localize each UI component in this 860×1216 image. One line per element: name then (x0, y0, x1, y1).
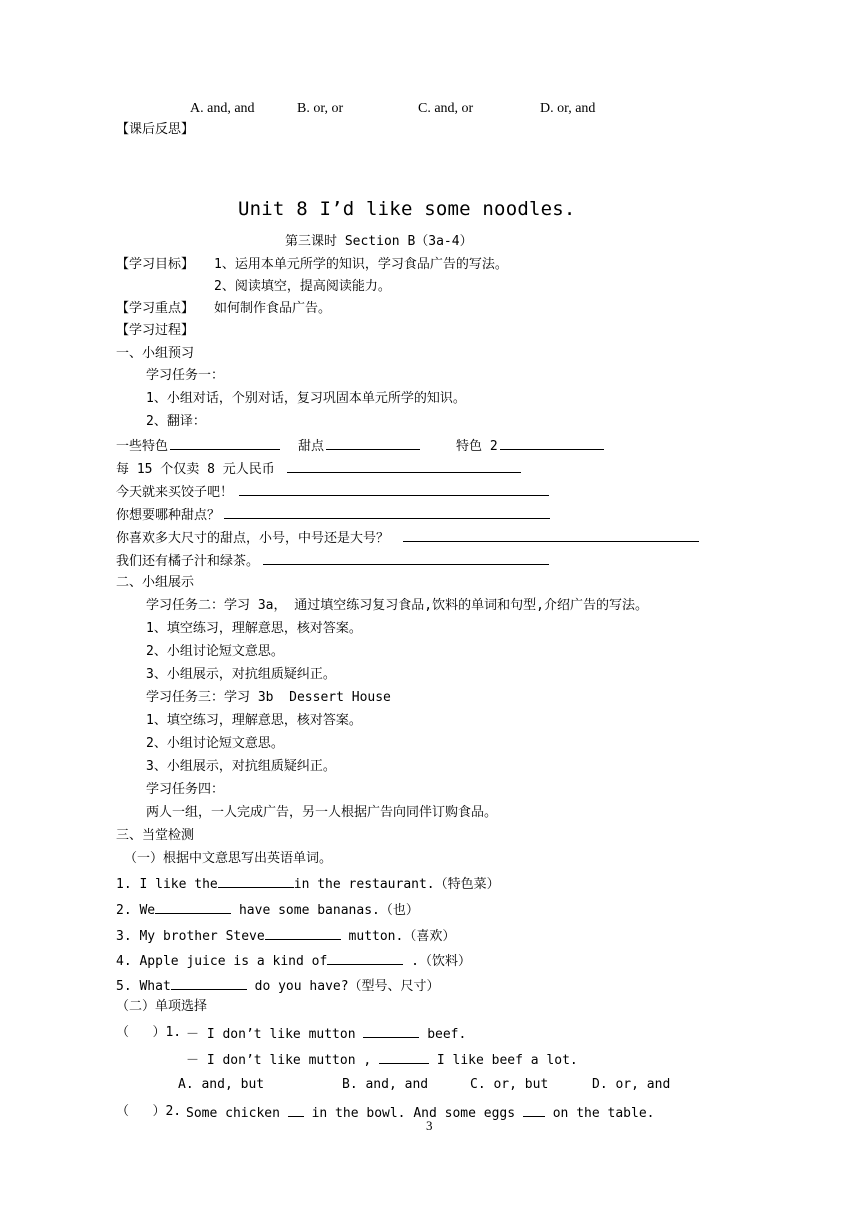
reflection-label: 【课后反思】 (116, 122, 195, 137)
option-a: A. and, and (190, 101, 255, 116)
task3-step3: 3、小组展示，对抗组质疑纠正。 (146, 759, 336, 774)
question-5: 5. What do you have?（型号、尺寸） (116, 976, 440, 996)
task3-step1: 1、填空练习，理解意思，核对答案。 (146, 713, 362, 728)
task4-label: 学习任务四： (146, 782, 225, 797)
mc1-line2: － I don’t like mutton , I like beef a lot. (186, 1050, 578, 1070)
part1-heading: 一、小组预习 (116, 346, 195, 361)
answer-blank[interactable] (327, 951, 403, 965)
translate-3: 特色 2 (456, 436, 604, 456)
mc1-option-a: A. and, but (178, 1077, 265, 1092)
answer-blank[interactable] (170, 436, 280, 450)
answer-blank[interactable] (363, 1024, 419, 1038)
answer-blank[interactable] (239, 482, 549, 496)
translate-4: 每 15 个仅卖 8 元人民币 (116, 459, 521, 479)
task2-text: 学习任务二：学习 3a， 通过填空练习复习食品,饮料的单词和句型,介绍广告的写法。 (146, 598, 648, 613)
focus-label: 【学习重点】 (116, 301, 195, 316)
option-c: C. and, or (418, 101, 474, 116)
answer-blank[interactable] (224, 505, 550, 519)
goal-item-2: 2、阅读填空，提高阅读能力。 (214, 279, 391, 294)
mc1-line1: － I don’t like mutton beef. (186, 1024, 466, 1044)
goals-label: 【学习目标】 (116, 257, 195, 272)
section2-heading: （二）单项选择 (116, 999, 208, 1014)
translate-7: 你喜欢多大尺寸的甜点，小号，中号还是大号？ (116, 528, 699, 548)
option-b: B. or, or (297, 101, 344, 116)
translate-5: 今天就来买饺子吧！ (116, 482, 549, 502)
process-label: 【学习过程】 (116, 323, 195, 338)
answer-blank[interactable] (218, 874, 294, 888)
section1-heading: （一）根据中文意思写出英语单词。 (124, 851, 333, 866)
question-3: 3. My brother Steve mutton.（喜欢） (116, 926, 455, 946)
question-1: 1. I like the in the restaurant.（特色菜） (116, 874, 500, 894)
task2-step2: 2、小组讨论短文意思。 (146, 644, 284, 659)
answer-blank[interactable] (500, 436, 604, 450)
answer-blank[interactable] (265, 926, 341, 940)
question-2: 2. We have some bananas.（也） (116, 900, 419, 920)
answer-blank[interactable] (523, 1103, 545, 1117)
mc1-number: （ ）1. (116, 1025, 182, 1040)
translate-6: 你想要哪种甜点？ (116, 505, 550, 525)
task1-label: 学习任务一： (146, 368, 225, 383)
question-4: 4. Apple juice is a kind of .（饮料） (116, 951, 471, 971)
mc1-option-d: D. or, and (592, 1077, 671, 1092)
answer-blank[interactable] (379, 1050, 429, 1064)
mc2-question: Some chicken in the bowl. And some eggs on the table. (186, 1103, 654, 1123)
lesson-subtitle: 第三课时 Section B（3a-4） (285, 234, 473, 249)
task3-step2: 2、小组讨论短文意思。 (146, 736, 284, 751)
answer-blank[interactable] (263, 551, 549, 565)
task4-text: 两人一组，一人完成广告，另一人根据广告向同伴订购食品。 (146, 805, 498, 820)
goal-item-1: 1、运用本单元所学的知识，学习食品广告的写法。 (214, 257, 508, 272)
focus-text: 如何制作食品广告。 (214, 301, 332, 316)
answer-blank[interactable] (155, 900, 231, 914)
task2-step1: 1、填空练习，理解意思，核对答案。 (146, 621, 362, 636)
task1-step2: 2、翻译： (146, 414, 206, 429)
answer-blank[interactable] (403, 528, 699, 542)
translate-2: 甜点 (298, 436, 420, 456)
option-d: D. or, and (540, 101, 596, 116)
answer-blank[interactable] (171, 976, 247, 990)
translate-8: 我们还有橘子汁和绿茶。 (116, 551, 549, 571)
translate-1: 一些特色 (116, 436, 280, 456)
page-title: Unit 8 I’d like some noodles. (238, 198, 576, 220)
mc1-option-c: C. or, but (470, 1077, 549, 1092)
task2-step3: 3、小组展示，对抗组质疑纠正。 (146, 667, 336, 682)
task3-text: 学习任务三：学习 3b Dessert House (146, 690, 391, 705)
task1-step1: 1、小组对话，个别对话，复习巩固本单元所学的知识。 (146, 391, 466, 406)
part3-heading: 三、当堂检测 (116, 828, 195, 843)
page-number: 3 (426, 1118, 433, 1133)
part2-heading: 二、小组展示 (116, 575, 195, 590)
answer-blank[interactable] (288, 1103, 304, 1117)
mc2-number: （ ）2. (116, 1104, 182, 1119)
answer-blank[interactable] (287, 459, 521, 473)
mc1-option-b: B. and, and (342, 1077, 429, 1092)
answer-blank[interactable] (326, 436, 420, 450)
